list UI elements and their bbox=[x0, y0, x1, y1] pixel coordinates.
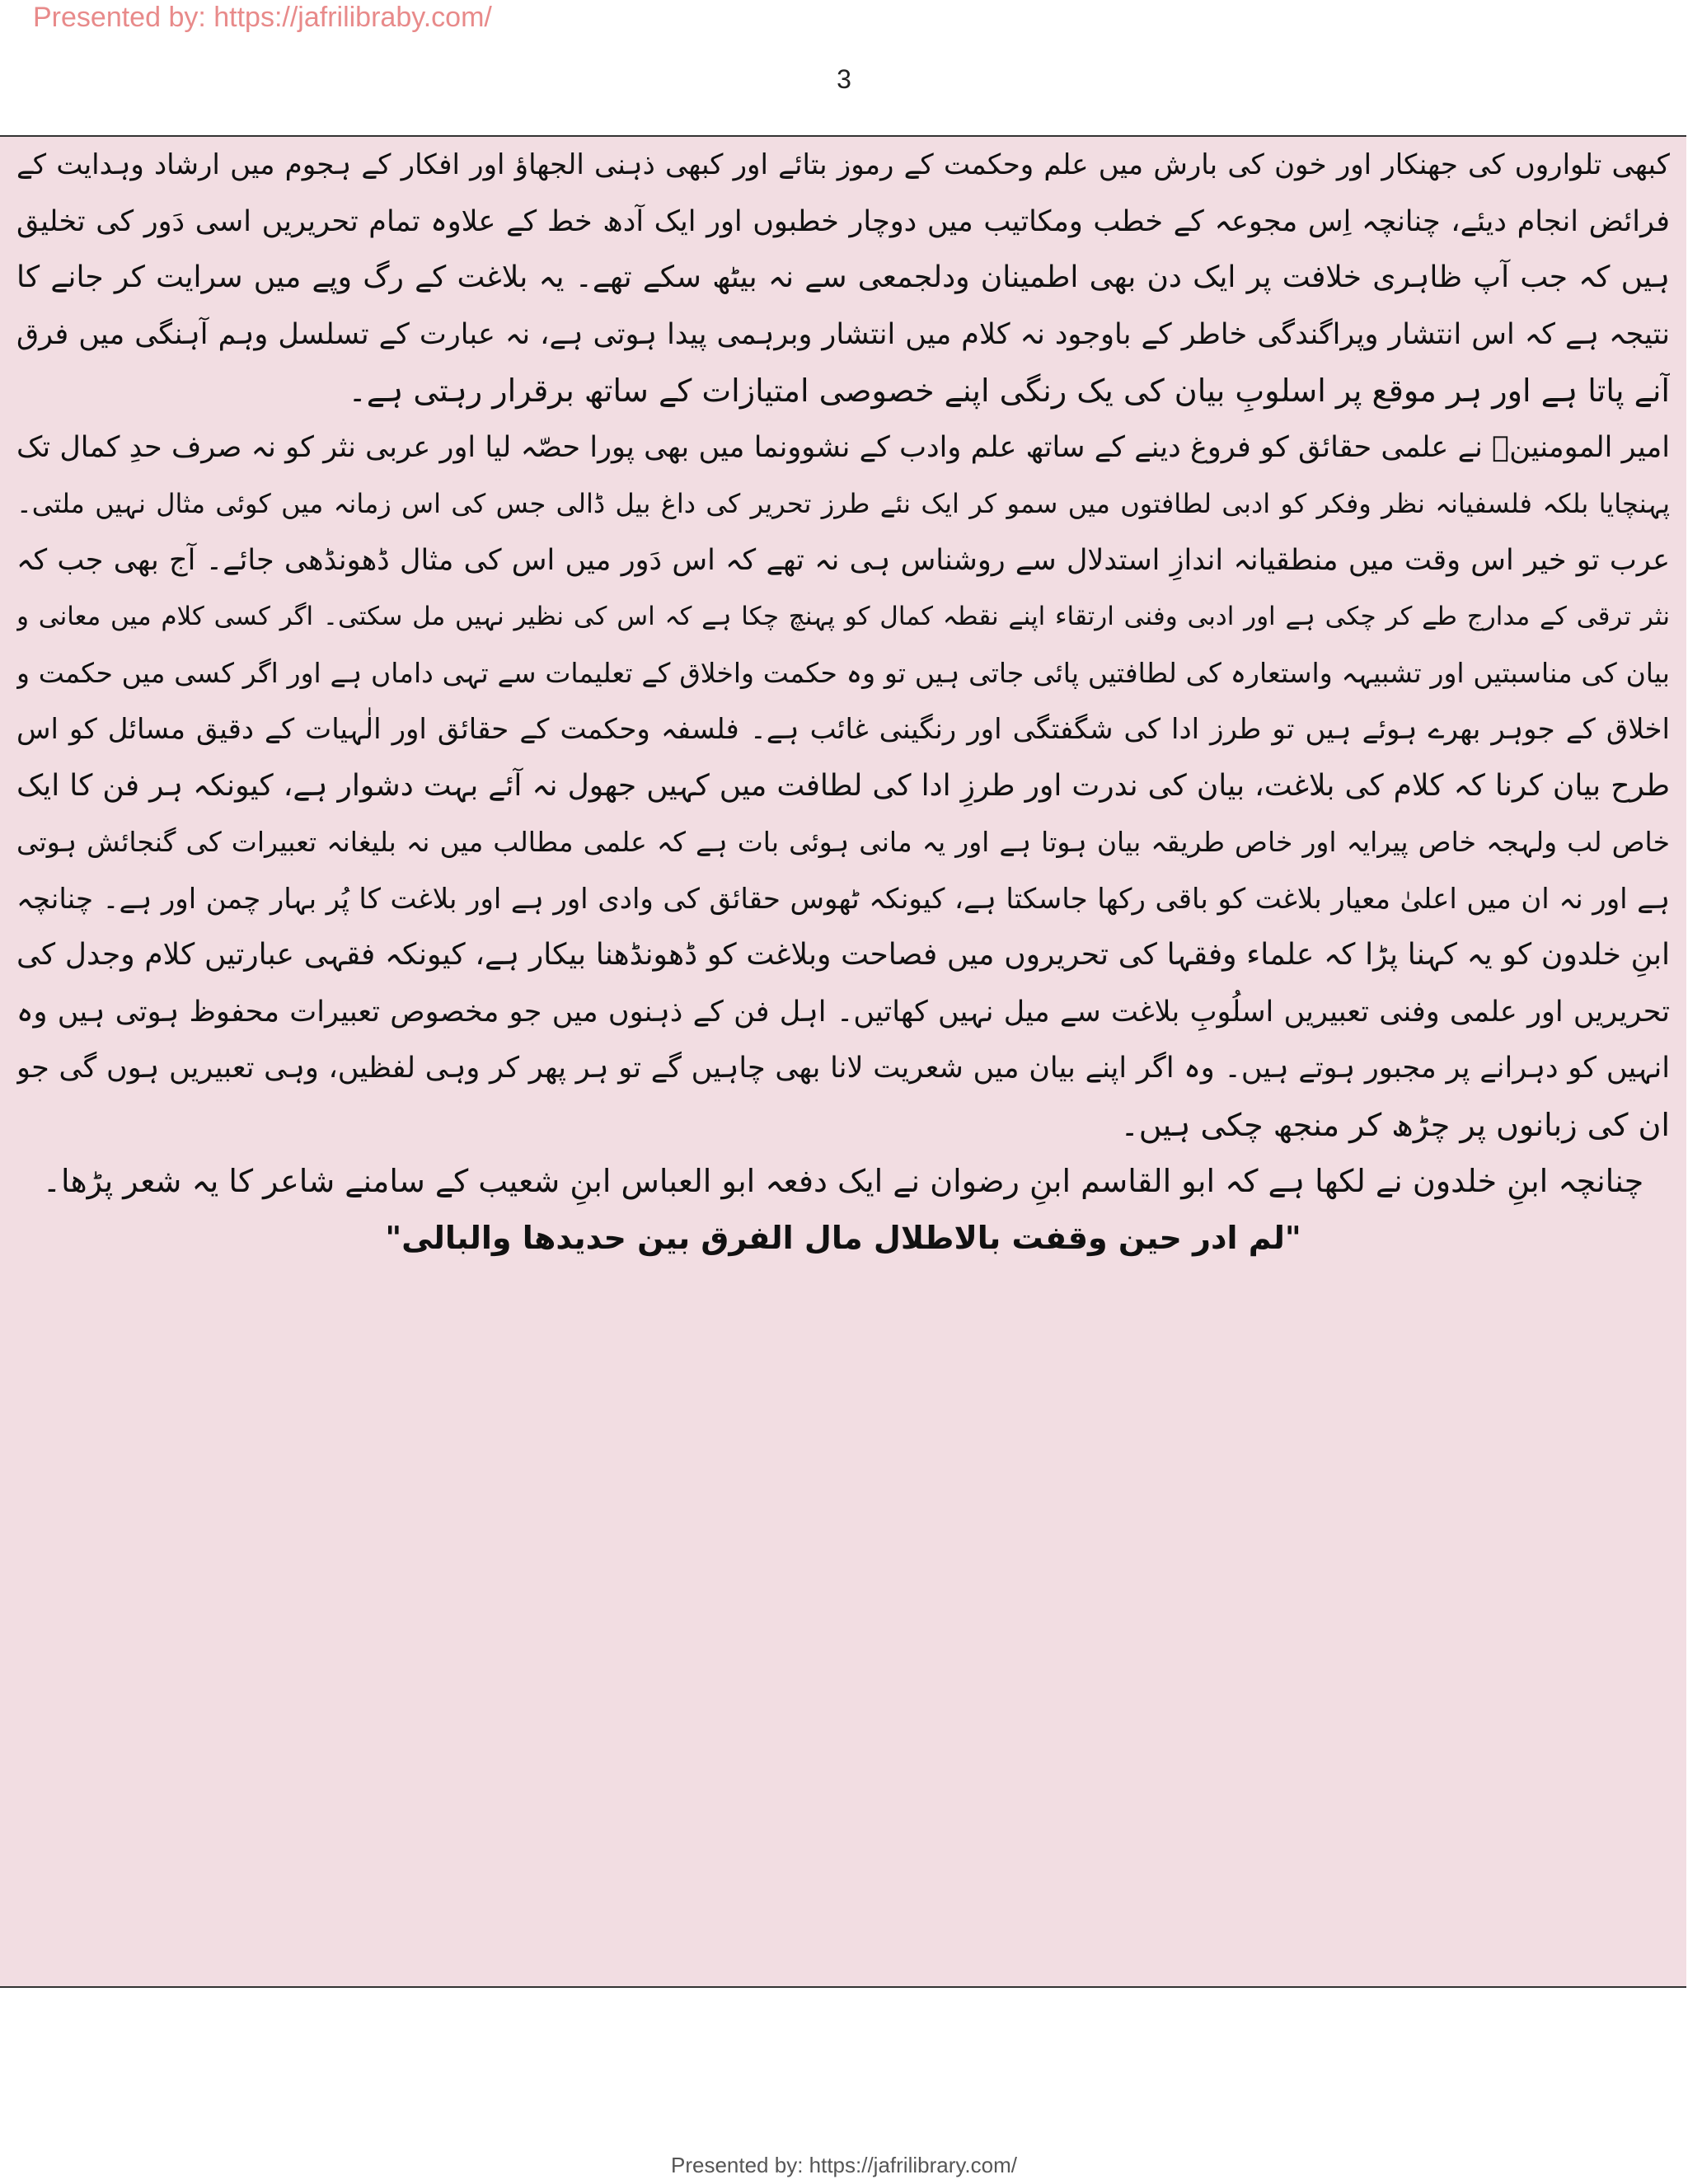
text-line: بیان کی مناسبتیں اور تشبیہہ واستعارہ کی لطافتیں پائی جاتی ہیں تو وہ حکمت واخلاق کے تعلیمات سے تہی داماں ہے اور اگر کسی میں حکمت و bbox=[16, 656, 1670, 689]
text-line: امیر المومنینؑ نے علمی حقائق کو فروغ دینے کے ساتھ علم وادب کے نشوونما میں بھی پورا حصّہ لیا اور عربی نثر کو نہ صرف حدِ کمال تک bbox=[16, 430, 1670, 464]
text-line: ہیں کہ جب آپ ظاہری خلافت پر ایک دن بھی اطمینان ودلجمعی سے نہ بیٹھ سکے تھے۔ یہ بلاغت کے رگ وپے میں سرایت کر جانے کا bbox=[16, 260, 1670, 294]
text-line: ان کی زبانوں پر چڑھ کر منجھ چکی ہیں۔ bbox=[1120, 1106, 1670, 1143]
text-line: ابنِ خلدون کو یہ کہنا پڑا کہ علماء وفقہا کی تحریروں میں فصاحت وبلاغت کو ڈھونڈھنا بیکار ہے، کیونکہ فقہی عبارتیں کلام وجدل کی bbox=[16, 938, 1670, 972]
text-line: آنے پاتا ہے اور ہر موقع پر اسلوبِ بیان کی یک رنگی اپنے خصوصی امتیازات کے ساتھ برقرار رہتی ہے۔ bbox=[348, 373, 1670, 409]
text-line: نثر ترقی کے مدارج طے کر چکی ہے اور ادبی وفنی ارتقاء اپنے نقطہ کمال کو پہنچ چکا ہے کہ اس کی نظیر نہیں مل سکتی۔ اگر کسی کلام میں معانی و bbox=[16, 602, 1670, 631]
text-line: اخلاق کے جوہر بھرے ہوئے ہیں تو طرز ادا کی شگفتگی اور رنگینی غائب ہے۔ فلسفہ وحکمت کے حقائق اور الٰہیات کے دقیق مسائل کو اس bbox=[16, 713, 1670, 746]
urdu-text-block bbox=[16, 137, 1670, 1266]
watermark-top: Presented by: https://jafrilibraby.com/ bbox=[33, 2, 492, 33]
text-line: انہیں کو دہرانے پر مجبور ہوتے ہیں۔ وہ اگر اپنے بیان میں شعریت لانا بھی چاہیں گے تو ہر پھر کر وہی لفظیں، وہی تعبیریں ہوں گی جو bbox=[16, 1052, 1670, 1085]
text-line: ہے اور نہ ان میں اعلیٰ معیار بلاغت کو باقی رکھا جاسکتا ہے، کیونکہ ٹھوس حقائق کی وادی اور ہے اور بلاغت کا پُر بہار چمن اور ہے۔ چنانچہ bbox=[16, 882, 1670, 916]
text-line: طرح بیان کرنا کہ کلام کی بلاغت، بیان کی ندرت اور طرزِ ادا کی لطافت میں کہیں جھول نہ آئے بہت دشوار ہے، کیونکہ ہر فن کا ایک bbox=[16, 768, 1670, 803]
text-line: نتیجہ ہے کہ اس انتشار وپراگندگی خاطر کے باوجود نہ کلام میں انتشار وبرہمی پیدا ہوتی ہے، نہ عبارت کے تسلسل وہم آہنگی میں فرق bbox=[16, 317, 1670, 351]
text-line: کبھی تلواروں کی جھنکار اور خون کی بارش میں علم وحکمت کے رموز بتائے اور کبھی ذہنی الجھاؤ اور افکار کے ہجوم میں ارشاد وہدایت کے bbox=[16, 148, 1670, 181]
text-line: چنانچہ ابنِ خلدون نے لکھا ہے کہ ابو القاسم ابنِ رضوان نے ایک دفعہ ابو العباس ابنِ شعیب کے سامنے شاعر کا یہ شعر پڑھا۔ bbox=[42, 1163, 1644, 1199]
watermark-bottom: Presented by: https://jafrilibrary.com/ bbox=[670, 2153, 1017, 2177]
text-line: تحریریں اور علمی وفنی تعبیریں اسلُوبِ بلاغت سے میل نہیں کھاتیں۔ اہل فن کے ذہنوں میں جو مخصوص تعبیرات محفوظ ہوتی ہیں وہ bbox=[16, 995, 1670, 1029]
content-box bbox=[0, 135, 1686, 1988]
verse-line: "لم ادر حین وقفت بالاطلال مال الفرق بین حدیدھا والبالی" bbox=[385, 1219, 1301, 1256]
text-line: پہنچایا بلکہ فلسفیانہ نظر وفکر کو ادبی لطافتوں میں سمو کر ایک نئے طرز تحریر کی داغ بیل ڈالی جس کی اس زمانہ میں کوئی مثال نہیں ملتی۔ bbox=[16, 488, 1670, 519]
page-number: 3 bbox=[837, 64, 851, 94]
text-line: خاص لب ولہجہ خاص پیرایہ اور خاص طریقہ بیان ہوتا ہے اور یہ مانی ہوئی بات ہے کہ علمی مطالب میں نہ بلیغانہ تعبیرات کی گنجائش ہوتی bbox=[16, 826, 1670, 858]
text-line: عرب تو خیر اس وقت میں منطقیانہ اندازِ استدلال سے روشناس ہی نہ تھے کہ اس دَور میں اس کی مثال ڈھونڈھی جائے۔ آج بھی جب کہ bbox=[16, 543, 1670, 577]
text-line: فرائض انجام دیئے، چنانچہ اِس مجوعہ کے خطب ومکاتیب میں دوچار خطبوں اور ایک آدھ خط کے علاوہ تمام تحریریں اسی دَور کی تخلیق bbox=[16, 204, 1670, 238]
